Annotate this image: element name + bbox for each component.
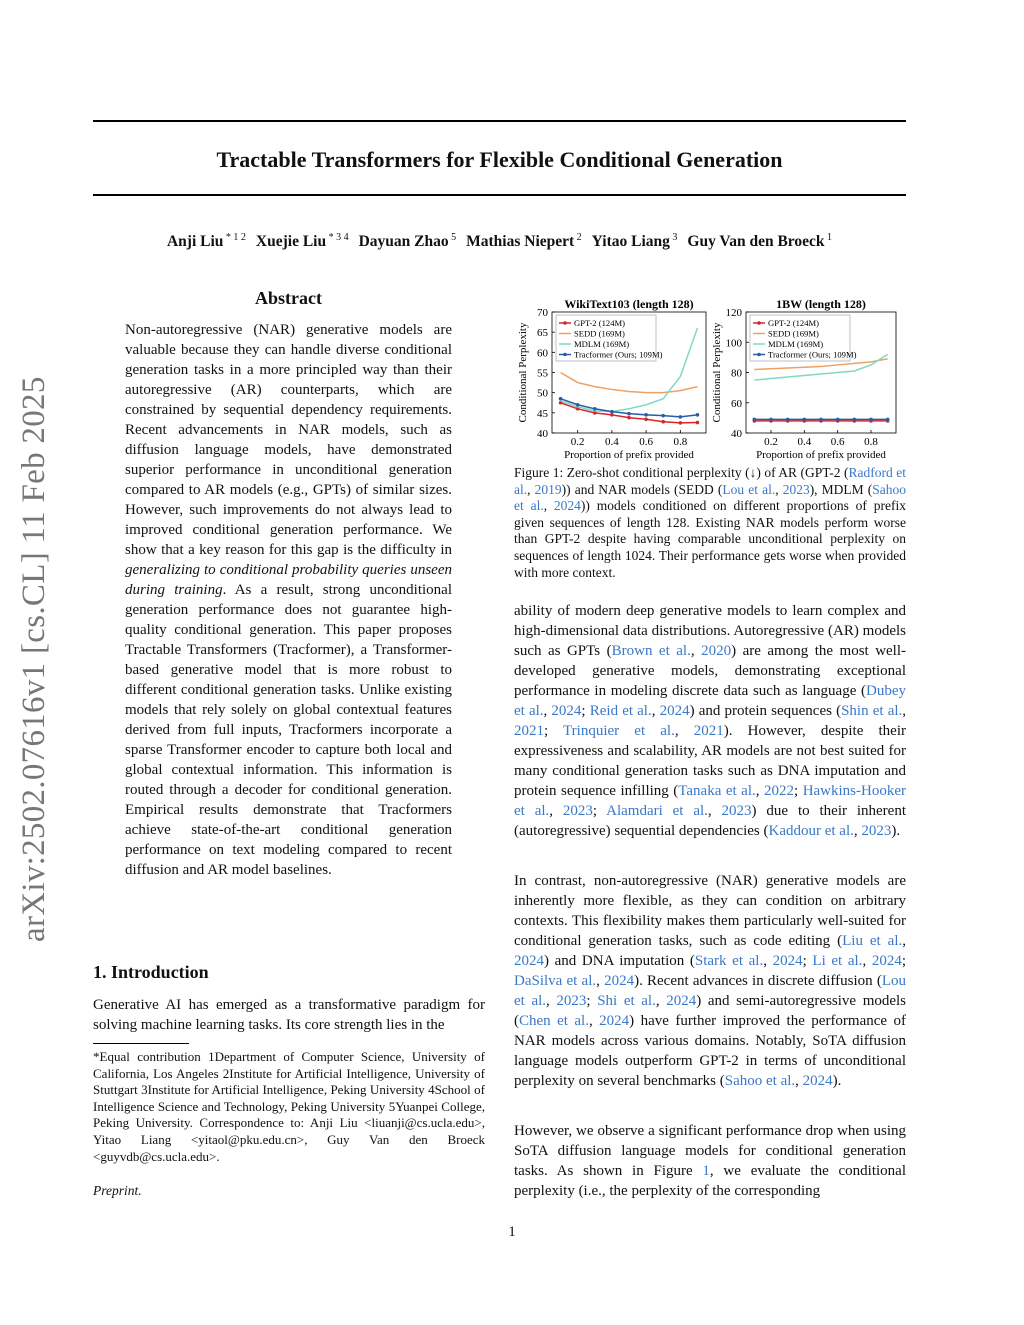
citation-link[interactable]: 2024: [604, 973, 635, 989]
y-tick-label: 40: [537, 428, 548, 440]
text-segment: ,: [543, 703, 552, 719]
citation-link[interactable]: Li et al.: [812, 953, 863, 969]
data-point: [627, 416, 631, 420]
author-affiliation: 2: [574, 232, 582, 243]
abstract-body: [125, 320, 452, 880]
citation-link[interactable]: 2023: [556, 993, 587, 1009]
citation-link[interactable]: Lou et al.: [514, 973, 906, 1009]
data-point: [644, 413, 648, 417]
paper-title: Tractable Transformers for Flexible Conditional Generation: [216, 147, 783, 172]
citation-link[interactable]: Liu et al.: [842, 933, 903, 949]
author-name: Mathias Niepert: [466, 233, 575, 251]
x-tick-label: 0.4: [605, 436, 619, 448]
text-segment: ,: [588, 1013, 600, 1029]
author-name: Xuejie Liu: [255, 233, 327, 251]
x-tick-label: 0.8: [673, 436, 688, 448]
x-tick-label: 0.2: [764, 436, 778, 448]
author-name: Anji Liu: [166, 233, 224, 251]
abstract-text-1: Non-autoregressive (NAR) generative models are valuable because they can handle diverse conditional generation tasks in a more principled way than their autoregressive (AR) counterparts, which are constrained by sequential dependency requirements. Recent advancements in NAR models, such as diffusion language models, have demonstrated superior performance in unconditional generation compared to AR models (e.g., GPTs) of similar sizes. However, such improvements do not always lead to improved conditional generation performance. We show that a key reason for this gap is the difficulty in: [125, 322, 452, 558]
legend-marker: [757, 353, 761, 357]
citation-link[interactable]: Stark et al.: [694, 953, 764, 969]
data-point: [610, 413, 614, 417]
citation-link[interactable]: 2019: [534, 481, 562, 497]
author-affiliation: 5: [448, 232, 457, 243]
text-segment: In contrast, non-autoregressive (NAR) generative models are inherently more flexible, as they can condition on arbitrary contexts. This flexibility makes them particularly well-suited for conditional generation tasks, such as code editing (: [514, 873, 906, 949]
citation-link[interactable]: 2022: [764, 783, 795, 799]
y-axis-label: Conditional Perplexity: [711, 322, 723, 423]
y-tick-label: 80: [731, 367, 742, 380]
abstract-heading: Abstract: [255, 288, 322, 308]
x-tick-label: 0.6: [639, 436, 653, 448]
text-segment: ;: [592, 803, 607, 819]
citation-link[interactable]: 2024: [551, 703, 582, 719]
x-tick-label: 0.6: [830, 436, 845, 448]
author-name: Guy Van den Broeck: [687, 233, 825, 251]
citation-link[interactable]: Reid et al.: [589, 703, 652, 719]
author-6: [687, 233, 832, 250]
text-segment: ,: [775, 481, 783, 497]
intro-paragraph-3: [514, 1121, 906, 1201]
legend-label: MDLM (169M): [768, 339, 824, 349]
text-segment: However, we observe a significant performance drop when using SoTA diffusion language models for conditional generation tasks. As shown in Figure: [514, 1123, 906, 1179]
abstract-text-2: . As a result, strong unconditional generation performance does not guarantee high-quality conditional generation. This paper proposes Tractable Transformers (Tracformer), a Transformer-based generative model that is more robust to different conditional generation tasks. Unlike existing models that rely solely on global contextual features derived from full inputs, Tracformers incorporate a sparse Transformer encoder to capture both local and global contextual information. This information is routed through a decoder for conditional generation. Empirical results demonstrate that Tracformers achieve state-of-the-art conditional generation performance on text modeling compared to recent diffusion and AR model baselines.: [125, 582, 452, 878]
text-segment: ), MDLM (: [809, 481, 873, 497]
legend-label: SEDD (169M): [574, 328, 625, 339]
text-segment: ,: [655, 993, 667, 1009]
data-point: [610, 410, 614, 414]
author-name: Yitao Liang: [591, 233, 670, 251]
footnote: *Equal contribution 1Department of Computer Science, University of California, Los Angeles 2Institute for Artificial Intelligence, University of Stuttgart 3Institute for Artificial Intelligence, Peking University 4School of Intelligence Science and Technology, Peking University 5Yuanpei College, Peking University. Correspondence to: Anji Liu <liuanji@cs.ucla.edu>, Yitao Liang <yitaol@pku.edu.cn>, Guy Van den Broeck <guyvdb@cs.ucla.edu>.: [93, 1049, 485, 1164]
citation-link[interactable]: 2024: [772, 953, 803, 969]
text-segment: ) are among the most well-developed generative models, demonstrating exceptional performance in modeling discrete data such as language (: [514, 643, 907, 699]
text-segment: ;: [794, 783, 803, 799]
citation-link[interactable]: Sahoo et al.: [514, 481, 907, 514]
figure-caption: [514, 465, 906, 581]
text-segment: ,: [862, 953, 872, 969]
text-segment: ).: [891, 823, 901, 839]
citation-link[interactable]: 2024: [514, 953, 544, 969]
text-segment: ) due to their inherent (autoregressive) sequential dependencies (: [514, 803, 906, 839]
text-segment: ,: [902, 933, 906, 949]
data-point: [836, 418, 840, 422]
legend-marker: [757, 321, 761, 325]
text-segment: ).: [832, 1073, 842, 1089]
data-point: [869, 418, 873, 422]
author-name: Dayuan Zhao: [358, 233, 449, 251]
y-tick-label: 50: [537, 387, 548, 400]
x-tick-label: 0.8: [864, 436, 878, 448]
text-segment: ). Recent advances in discrete diffusion (: [634, 973, 882, 989]
chart-wikitext103: [517, 297, 706, 461]
text-segment: ). However, despite their expressiveness and scalability, AR models are not best suited for many conditional generation tasks such as DNA imputation and protein sequence infilling (: [514, 723, 906, 799]
text-segment: ,: [755, 783, 765, 799]
citation-link[interactable]: Alamdari et al.: [606, 803, 708, 819]
data-point: [644, 417, 648, 421]
x-axis-label: Proportion of prefix provided: [564, 449, 694, 461]
y-tick-label: 60: [731, 397, 742, 410]
data-point: [679, 421, 683, 425]
text-segment: Figure 1: Zero-shot conditional perplexity (↓) of AR (GPT-2 (: [514, 465, 849, 480]
y-tick-label: 120: [725, 307, 742, 319]
figure-1: [510, 290, 906, 462]
abstract-text-italic: generalizing to conditional probability queries unseen during training: [125, 562, 452, 598]
chart-title: WikiText103 (length 128): [564, 297, 694, 311]
text-segment: ;: [802, 953, 813, 969]
text-segment: , we evaluate the conditional perplexity (i.e., the perplexity of the corresponding: [514, 1163, 906, 1199]
citation-link[interactable]: 2024: [659, 703, 690, 719]
data-point: [576, 403, 580, 407]
citation-link[interactable]: Lou et al.: [722, 481, 776, 497]
data-point: [886, 418, 890, 422]
author-list: [93, 232, 906, 251]
author-5: [592, 233, 678, 250]
text-segment: ,: [674, 723, 694, 739]
text-segment: ,: [902, 703, 907, 719]
data-point: [661, 420, 665, 424]
citation-link[interactable]: Chen et al.: [519, 1013, 589, 1029]
citation-link[interactable]: 2021: [693, 723, 724, 739]
author-3: [359, 233, 457, 250]
y-tick-label: 55: [537, 367, 548, 380]
data-point: [853, 418, 857, 422]
text-segment: ,: [795, 1073, 803, 1089]
series-line-2: [561, 373, 698, 393]
text-segment: ,: [527, 481, 535, 497]
text-segment: ) and semi-autoregressive models (: [514, 993, 907, 1029]
preprint-label: Preprint.: [93, 1183, 142, 1198]
x-tick-label: 0.4: [797, 436, 812, 448]
text-segment: ,: [651, 703, 660, 719]
data-point: [696, 421, 700, 425]
author-affiliation: 3: [669, 232, 678, 243]
section-heading-introduction: 1. Introduction: [93, 962, 209, 982]
title-rule-bottom: [93, 194, 906, 196]
citation-link[interactable]: Brown et al.: [611, 643, 691, 659]
data-point: [803, 418, 807, 422]
title-rule-top: [93, 120, 906, 122]
legend-label: Tracformer (Ours; 109M): [768, 349, 857, 360]
author-2: [256, 233, 349, 250]
text-segment: )) and NAR models (SEDD (: [561, 481, 723, 497]
citation-link[interactable]: 2023: [562, 803, 593, 819]
text-segment: ;: [586, 993, 598, 1009]
text-segment: ) have further improved the performance of NAR models across various domains. Notably, SoTA diffusion language models outperform GPT-2 in terms of unconditional perplexity on several benchmarks (: [514, 1013, 907, 1089]
text-segment: ability of modern deep generative models to learn complex and high-dimensional data distributions. Autoregressive (AR) models such as GPTs (: [514, 603, 906, 659]
citation-link[interactable]: 2024: [553, 498, 581, 514]
data-point: [769, 418, 773, 422]
citation-link[interactable]: Sahoo et al.: [724, 1073, 796, 1089]
y-tick-label: 40: [731, 428, 742, 440]
citation-link[interactable]: 2024: [666, 993, 697, 1009]
citation-link[interactable]: 2024: [871, 953, 902, 969]
legend-label: SEDD (169M): [768, 328, 819, 339]
page-number: 1: [508, 1224, 516, 1240]
author-affiliation: 1: [824, 232, 833, 243]
legend-marker: [563, 353, 567, 357]
x-tick-label: 0.2: [570, 436, 585, 448]
citation-link[interactable]: 2024: [802, 1073, 833, 1089]
text-segment: )) models conditioned on different proportions of prefix given sequences of length 128. Existing NAR models perform worse than GPT-2 despite having comparable unconditional perplexity on sequences of length 1024. Their performance gets worse when provided with more context.: [514, 498, 906, 580]
data-point: [593, 407, 597, 411]
data-point: [661, 414, 665, 418]
footnote-rule: [93, 1043, 189, 1044]
y-tick-label: 100: [725, 337, 742, 350]
chart-title: 1BW (length 128): [776, 297, 866, 311]
author-affiliation: * 1 2: [223, 232, 246, 243]
text-segment: ,: [690, 643, 702, 659]
citation-link[interactable]: 2023: [861, 823, 892, 839]
text-segment: ,: [763, 953, 773, 969]
text-segment: ) and protein sequences (: [689, 703, 842, 719]
citation-link[interactable]: 2021: [514, 723, 544, 739]
citation-link[interactable]: Dubey et al.: [514, 683, 906, 719]
citation-link[interactable]: Trinquier et al.: [563, 723, 675, 739]
text-segment: ,: [707, 803, 722, 819]
text-segment: ,: [596, 973, 605, 989]
legend-label: GPT-2 (124M): [574, 318, 626, 328]
y-tick-label: 65: [537, 327, 548, 340]
data-point: [819, 418, 823, 422]
text-segment: ;: [901, 953, 906, 969]
text-segment: ;: [581, 703, 590, 719]
data-point: [753, 418, 757, 422]
author-1: [167, 233, 246, 250]
citation-link[interactable]: 2020: [701, 643, 732, 659]
citation-link[interactable]: Tanaka et al.: [678, 783, 756, 799]
text-segment: ) and DNA imputation (: [544, 953, 695, 969]
citation-link[interactable]: 2023: [721, 803, 752, 819]
citation-link[interactable]: Shi et al.: [597, 993, 656, 1009]
text-segment: ,: [549, 803, 563, 819]
legend-label: Tracformer (Ours; 109M): [574, 349, 663, 360]
citation-link[interactable]: Hawkins-Hooker et al.: [514, 783, 906, 819]
y-axis-label: Conditional Perplexity: [517, 322, 529, 423]
citation-link[interactable]: 2023: [782, 481, 810, 497]
author-4: [466, 233, 582, 250]
text-segment: ;: [544, 723, 564, 739]
legend-label: MDLM (169M): [574, 339, 630, 349]
intro-paragraph-1-start: Generative AI has emerged as a transformative paradigm for solving machine learning tasks. Its core strength lies in the: [93, 997, 485, 1033]
citation-link[interactable]: Shin et al.: [841, 703, 903, 719]
chart-1bw: [711, 297, 896, 461]
citation-link[interactable]: DaSilva et al.: [514, 973, 597, 989]
legend-marker: [563, 321, 567, 325]
data-point: [679, 415, 683, 419]
citation-link[interactable]: 2024: [599, 1013, 630, 1029]
author-affiliation: * 3 4: [326, 232, 349, 243]
arxiv-identifier[interactable]: arXiv:2502.07616v1 [cs.CL] 11 Feb 2025: [16, 376, 52, 942]
data-point: [786, 418, 790, 422]
legend-label: GPT-2 (124M): [768, 318, 820, 328]
citation-link[interactable]: Kaddour et al.: [768, 823, 854, 839]
text-segment: ,: [546, 993, 557, 1009]
y-tick-label: 70: [537, 307, 548, 319]
intro-paragraph-2: [514, 871, 906, 1091]
data-point: [559, 397, 563, 401]
y-tick-label: 45: [537, 407, 548, 420]
text-segment: ,: [543, 498, 554, 514]
data-point: [696, 413, 700, 417]
intro-paragraph-1-cont: [514, 601, 906, 841]
data-point: [627, 412, 631, 416]
citation-link[interactable]: 1: [702, 1163, 710, 1179]
text-segment: ,: [853, 823, 862, 839]
citation-link[interactable]: Radford et al.: [514, 465, 906, 497]
y-tick-label: 60: [537, 347, 548, 360]
x-axis-label: Proportion of prefix provided: [756, 449, 886, 461]
